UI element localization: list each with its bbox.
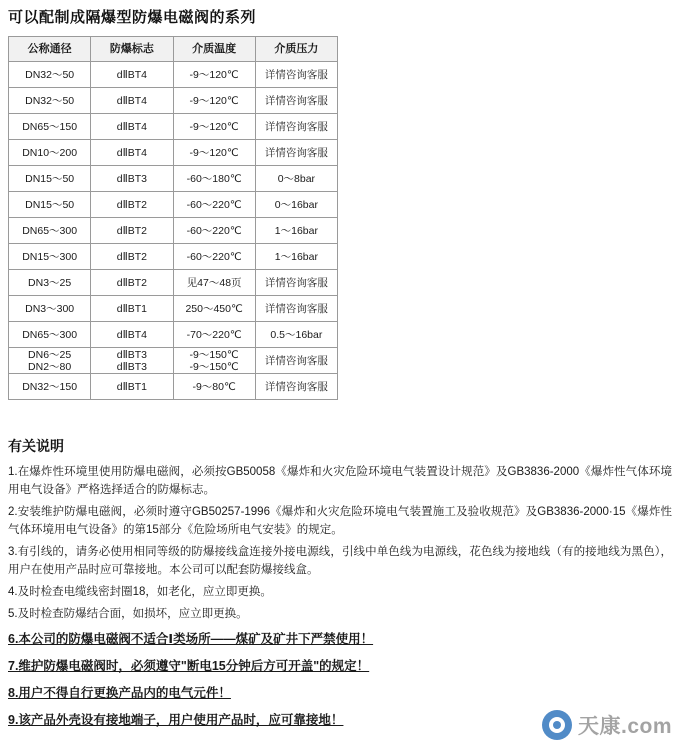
table-cell: DN32～50: [9, 88, 91, 114]
column-header-explosion-proof-mark: 防爆标志: [91, 37, 173, 62]
table-cell: DN10～200: [9, 140, 91, 166]
table-cell: -9～120℃: [173, 88, 255, 114]
table-row: [9, 296, 338, 322]
table-cell: -9～120℃: [173, 140, 255, 166]
table-cell: DN32～150: [9, 374, 91, 400]
table-cell: dⅡBT4: [91, 140, 173, 166]
table-cell: -9～80℃: [173, 374, 255, 400]
table-cell: dⅡBT2: [91, 218, 173, 244]
table-cell: 详情咨询客服: [255, 140, 337, 166]
table-cell: DN3～25: [9, 270, 91, 296]
table-cell: -9～120℃: [173, 62, 255, 88]
table-cell: 1～16bar: [255, 218, 337, 244]
table-row: [9, 218, 338, 244]
column-header-nominal-diameter: 公称通径: [9, 37, 91, 62]
table-cell: DN15～50: [9, 166, 91, 192]
table-cell: dⅡBT2: [91, 192, 173, 218]
column-header-medium-temperature: 介质温度: [173, 37, 255, 62]
table-cell: DN3～300: [9, 296, 91, 322]
table-cell: dⅡBT4: [91, 114, 173, 140]
table-cell: 250～450℃: [173, 296, 255, 322]
table-row: [9, 140, 338, 166]
table-body: [9, 62, 338, 400]
note-item: 5.及时检查防爆结合面，如损坏，应立即更换。: [8, 608, 248, 620]
table-cell: DN65～300: [9, 218, 91, 244]
table-cell: 详情咨询客服: [255, 296, 337, 322]
table-cell: DN15～300: [9, 244, 91, 270]
table-row: [9, 88, 338, 114]
table-row: [9, 114, 338, 140]
table-cell: dⅡBT3: [91, 166, 173, 192]
table-cell: -9～120℃: [173, 114, 255, 140]
table-cell: dⅡBT4: [91, 62, 173, 88]
table-cell: DN65～150: [9, 114, 91, 140]
table-cell: -60～220℃: [173, 218, 255, 244]
note-item: 2.安装维护防爆电磁阀，必须时遵守GB50257-1996《爆炸和火灾危险环境电气装置施工及验收规范》及GB3836-2000·15《爆炸性气体环境用电气设备》的第15部分《危险场所电气安装》的规定。: [8, 506, 672, 536]
spec-table: [8, 36, 338, 400]
table-cell: 见47～48页: [173, 270, 255, 296]
table-cell: DN6～25 DN2～80: [9, 348, 91, 374]
table-cell: DN32～50: [9, 62, 91, 88]
table-cell: -60～180℃: [173, 166, 255, 192]
table-row: [9, 374, 338, 400]
note-item: 4.及时检查电缆线密封圈18，如老化，应立即更换。: [8, 586, 272, 598]
table-row: [9, 192, 338, 218]
note-item: 7.维护防爆电磁阀时，必须遵守"断电15分钟后方可开盖"的规定！: [8, 659, 370, 673]
circle-logo-icon: [542, 710, 572, 740]
table-cell: 0～8bar: [255, 166, 337, 192]
column-header-medium-pressure: 介质压力: [255, 37, 337, 62]
table-cell: 详情咨询客服: [255, 114, 337, 140]
table-cell: dⅡBT3 dⅡBT3: [91, 348, 173, 374]
notes-list: [8, 463, 672, 737]
page-title: 可以配制成隔爆型防爆电磁阀的系列: [8, 9, 257, 26]
table-row: [9, 322, 338, 348]
note-item: 6.本公司的防爆电磁阀不适合Ⅰ类场所——煤矿及矿井下严禁使用！: [8, 632, 374, 646]
table-cell: -9～150℃ -9～150℃: [173, 348, 255, 374]
table-cell: 详情咨询客服: [255, 270, 337, 296]
table-cell: -60～220℃: [173, 244, 255, 270]
table-cell: 详情咨询客服: [255, 374, 337, 400]
table-cell: 0～16bar: [255, 192, 337, 218]
note-item: 1.在爆炸性环境里使用防爆电磁阀，必须按GB50058《爆炸和火灾危险环境电气装置设计规范》及GB3836-2000《爆炸性气体环境用电气设备》严格选择适合的防爆标志。: [8, 466, 672, 496]
table-row: [9, 62, 338, 88]
table-header-row: [9, 37, 338, 62]
table-cell: dⅡBT1: [91, 374, 173, 400]
table-cell: 详情咨询客服: [255, 88, 337, 114]
note-item: 9.该产品外壳设有接地端子，用户使用产品时，应可靠接地！: [8, 713, 344, 727]
table-cell: -60～220℃: [173, 192, 255, 218]
table-row: [9, 244, 338, 270]
table-cell: dⅡBT4: [91, 322, 173, 348]
table-row: [9, 270, 338, 296]
table-cell: 1～16bar: [255, 244, 337, 270]
table-cell: dⅡBT2: [91, 270, 173, 296]
table-cell: 详情咨询客服: [255, 62, 337, 88]
note-item: 3.有引线的，请务必使用相同等级的防爆接线盒连接外接电源线，引线中单色线为电源线，花色线为接地线（有的接地线为黑色），用户在使用产品时应可靠接地。本公司可以配套防爆接线盒。: [8, 546, 672, 576]
table-row: [9, 348, 338, 374]
note-item: 8.用户不得自行更换产品内的电气元件！: [8, 686, 231, 700]
table-cell: DN15～50: [9, 192, 91, 218]
table-cell: -70～220℃: [173, 322, 255, 348]
watermark: [542, 710, 672, 740]
table-cell: dⅡBT1: [91, 296, 173, 322]
table-cell: DN65～300: [9, 322, 91, 348]
table-cell: 0.5～16bar: [255, 322, 337, 348]
watermark-text: 天康.com: [577, 715, 672, 738]
section-title: 有关说明: [8, 438, 64, 454]
table-cell: 详情咨询客服: [255, 348, 337, 374]
table-cell: dⅡBT4: [91, 88, 173, 114]
table-row: [9, 166, 338, 192]
table-cell: dⅡBT2: [91, 244, 173, 270]
